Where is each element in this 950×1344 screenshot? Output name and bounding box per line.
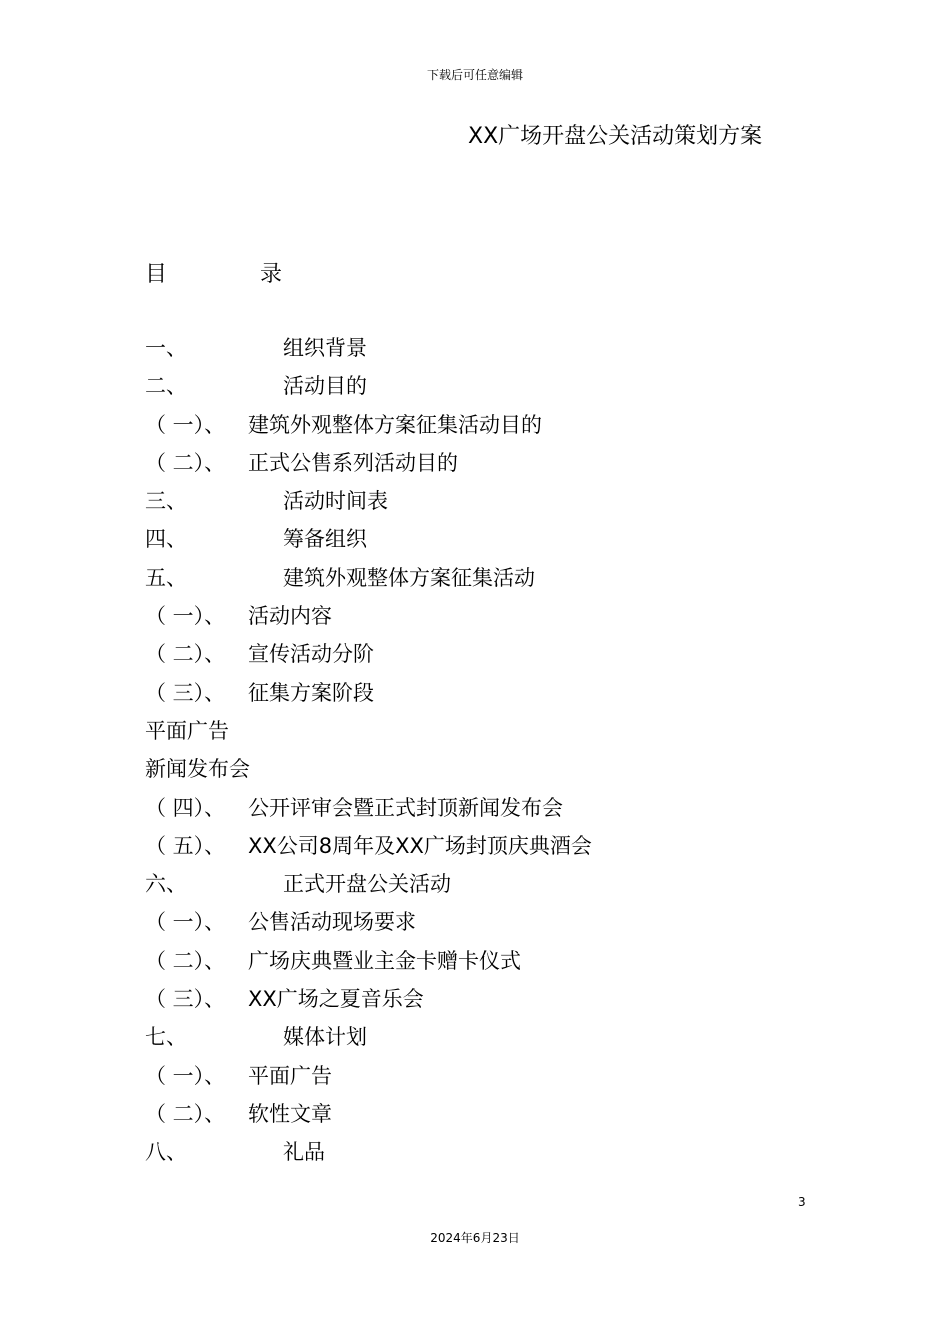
toc-entry-text: 礼品	[283, 1140, 325, 1165]
toc-entry-text: 活动时间表	[283, 489, 388, 514]
toc-entry-number: （ 二）、	[145, 948, 226, 973]
toc-entry-text: 征集方案阶段	[248, 680, 374, 705]
toc-entry-text: 新闻发布会	[145, 757, 250, 782]
toc-entry-text: 广场庆典暨业主金卡赠卡仪式	[248, 948, 521, 973]
toc-entry-number: （ 二）、	[145, 642, 226, 667]
toc-entry	[145, 980, 845, 1018]
document-title: XX广场开盘公关活动策划方案	[468, 124, 763, 149]
toc-entry	[145, 444, 845, 482]
toc-entry-text: XX公司8周年及XX广场封顶庆典酒会	[248, 833, 592, 858]
toc-entry-number: 七、	[145, 1025, 187, 1050]
toc-entry	[145, 367, 845, 405]
toc-entry-text: 建筑外观整体方案征集活动目的	[248, 412, 542, 437]
toc-entry	[145, 482, 845, 520]
toc-entry	[145, 597, 845, 635]
toc-entry-number: （ 一）、	[145, 604, 226, 629]
toc-entry-text: 媒体计划	[283, 1025, 367, 1050]
toc-entry-text: 正式开盘公关活动	[283, 872, 451, 897]
toc-entry-text: 建筑外观整体方案征集活动	[283, 565, 535, 590]
toc-entry	[145, 1018, 845, 1056]
table-of-contents	[145, 329, 845, 1172]
toc-heading-part2: 录	[260, 262, 283, 287]
toc-entry-number: （ 五）、	[145, 833, 226, 858]
toc-entry-text: 公开评审会暨正式封顶新闻发布会	[248, 795, 563, 820]
toc-entry-number: （ 三）、	[145, 987, 226, 1012]
toc-entry-text: 平面广告	[248, 1063, 332, 1088]
toc-entry	[145, 903, 845, 941]
page-number: 3	[798, 1195, 806, 1209]
toc-entry	[145, 559, 845, 597]
toc-entry	[145, 865, 845, 903]
toc-entry-number: 八、	[145, 1140, 187, 1165]
toc-entry-text: 正式公售系列活动目的	[248, 450, 458, 475]
page-header: 下载后可任意编辑	[426, 68, 523, 82]
toc-entry-number: （ 一）、	[145, 1063, 226, 1088]
toc-entry-text: 平面广告	[145, 718, 229, 743]
toc-entry-number: 四、	[145, 527, 187, 552]
toc-entry	[145, 942, 845, 980]
toc-entry-number: （ 四）、	[145, 795, 226, 820]
toc-entry-number: （ 一）、	[145, 910, 226, 935]
toc-entry	[145, 712, 845, 750]
toc-entry-text: XX广场之夏音乐会	[248, 987, 424, 1012]
toc-entry-text: 宣传活动分阶	[248, 642, 374, 667]
page-footer-date: 2024年6月23日	[430, 1231, 520, 1245]
toc-entry	[145, 406, 845, 444]
toc-entry	[145, 750, 845, 788]
toc-entry-number: （ 二）、	[145, 1101, 226, 1126]
toc-heading	[145, 257, 283, 288]
toc-entry	[145, 827, 845, 865]
toc-entry	[145, 520, 845, 558]
toc-entry-number: 二、	[145, 374, 187, 399]
toc-entry-text: 活动目的	[283, 374, 367, 399]
toc-entry	[145, 329, 845, 367]
toc-entry-text: 活动内容	[248, 604, 332, 629]
toc-entry-number: （ 三）、	[145, 680, 226, 705]
toc-entry	[145, 1095, 845, 1133]
toc-entry-text: 公售活动现场要求	[248, 910, 416, 935]
toc-entry-number: 六、	[145, 872, 187, 897]
toc-entry-text: 软性文章	[248, 1101, 332, 1126]
toc-entry	[145, 789, 845, 827]
toc-entry-text: 筹备组织	[283, 527, 367, 552]
toc-entry	[145, 674, 845, 712]
toc-entry-number: （ 二）、	[145, 450, 226, 475]
toc-entry-number: 三、	[145, 489, 187, 514]
toc-entry	[145, 635, 845, 673]
toc-heading-part1: 目	[145, 262, 168, 287]
toc-entry-text: 组织背景	[283, 336, 367, 360]
toc-entry-number: 一、	[145, 336, 187, 360]
toc-entry-number: （ 一）、	[145, 412, 226, 437]
toc-entry	[145, 1057, 845, 1095]
toc-entry	[145, 1133, 845, 1171]
toc-entry-number: 五、	[145, 565, 187, 590]
